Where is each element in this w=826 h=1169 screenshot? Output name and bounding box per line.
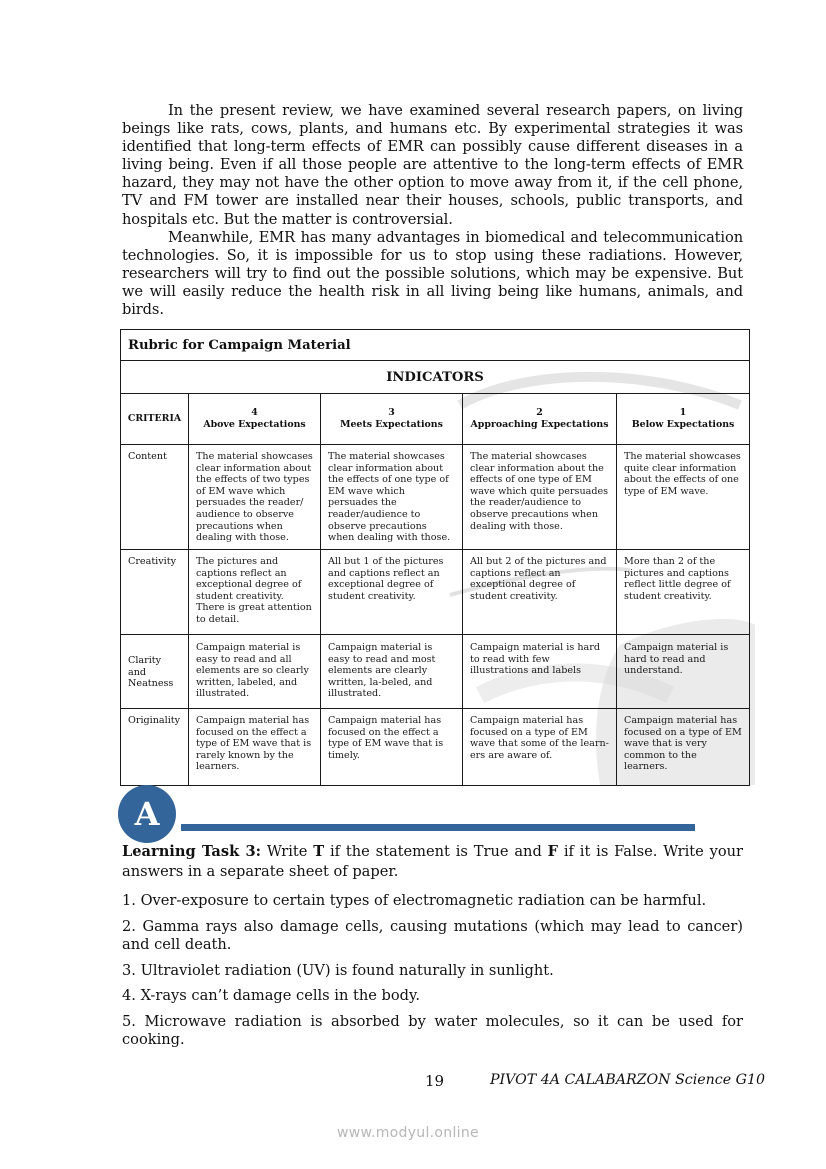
task-label: Learning Task 3:	[122, 843, 262, 860]
statement-list	[122, 892, 743, 1057]
instruction-text: Write	[266, 843, 314, 860]
rubric-title: Rubric for Campaign Material	[121, 330, 750, 361]
level-header	[321, 394, 463, 445]
paragraph-2-text: Meanwhile, EMR has many advantages in biomedical and telecommunication technologies. So, it is impossible for us to stop using these radiations. However, researchers will try to find out the possible solutions, which may be expensive. But we will easily reduce the health risk in all living being like humans, animals, and birds.	[122, 229, 743, 319]
level-label: Below Expectations	[631, 419, 735, 430]
true-marker: T	[313, 843, 325, 860]
instruction-text: if the statement is True and	[324, 843, 548, 860]
descriptor-cell: All but 2 of the pictures and captions reflect an exceptional degree of student creativity.	[463, 550, 617, 635]
descriptor-cell: Campaign material is hard to read with few illustrations and labels	[463, 635, 617, 709]
table-row	[121, 445, 750, 550]
list-item: 3. Ultraviolet radiation (UV) is found naturally in sunlight.	[122, 961, 554, 979]
section-divider-bar	[181, 824, 695, 831]
list-item: 4. X-rays can’t damage cells in the body.	[122, 987, 420, 1004]
descriptor-cell: Campaign material has focused on the effect a type of EM wave that is rarely known by the learners.	[189, 709, 321, 786]
descriptor-cell: The material showcases clear information about the effects of one type of EM wave which persuades the reader/audience to observe precautions when dealing with those.	[321, 445, 463, 550]
table-row	[121, 709, 750, 786]
level-score: 1	[679, 407, 687, 418]
indicators-heading: INDICATORS	[121, 361, 750, 394]
level-header	[189, 394, 321, 445]
level-score: 2	[536, 407, 543, 418]
descriptor-cell: The material showcases quite clear information about the effects of one type of EM wave.	[617, 445, 750, 550]
list-item: 1. Over-exposure to certain types of electromagnetic radiation can be harmful.	[122, 892, 707, 909]
intro-paragraph-2	[122, 229, 743, 319]
level-header	[463, 394, 617, 445]
descriptor-cell: The material showcases clear information about the effects of two types of EM wave which persuades the reader/ audience to observe precautions when dealing with those.	[189, 445, 321, 550]
descriptor-cell: All but 1 of the pictures and captions reflect an exceptional degree of student creativity.	[321, 550, 463, 635]
paragraph-1-text: In the present review, we have examined several research papers, on living beings like rats, cows, plants, and humans etc. By experimental strategies it was identified that long-term effects of EMR can possibly cause different diseases in a living being. Even if all those people are attentive to the long-term effects of EMR hazard, they may not have the other option to move away from it, if the cell phone, TV and FM tower are installed near their houses, schools, public transports, and hospitals etc. But the matter is controversial.	[122, 102, 743, 228]
instruction-text: if it is False. Write your answers in a separate sheet of paper.	[122, 843, 744, 880]
section-a-badge-icon: A	[118, 785, 176, 843]
descriptor-cell: Campaign material has focused on a type of EM wave that some of the learn-ers are aware of.	[463, 709, 617, 786]
level-label: Above Expectations	[203, 419, 306, 430]
table-row	[121, 635, 750, 709]
learning-task-instruction	[122, 842, 743, 882]
descriptor-cell: Campaign material has focused on a type of EM wave that is very common to the learners.	[617, 709, 750, 786]
level-score: 4	[251, 407, 258, 418]
footer-title: PIVOT 4A CALABARZON Science G10	[490, 1072, 766, 1088]
descriptor-cell: The material showcases clear information about the effects of one type of EM wave which quite persuades the reader/audience to observe precautions when dealing with those.	[463, 445, 617, 550]
level-label: Approaching Expectations	[470, 419, 609, 430]
page-number: 19	[425, 1072, 445, 1090]
criterion-cell: Creativity	[121, 550, 189, 635]
table-row	[121, 550, 750, 635]
level-score: 3	[388, 407, 395, 418]
criterion-cell: Originality	[121, 709, 189, 786]
criterion-cell: Clarity and Neatness	[121, 635, 189, 709]
false-marker: F	[547, 843, 559, 860]
descriptor-cell: Campaign material is easy to read and most elements are clearly written, la-beled, and illustrated.	[321, 635, 463, 709]
list-item: 5. Microwave radiation is absorbed by water molecules, so it can be used for cooking.	[122, 1012, 743, 1048]
rubric-table	[120, 329, 750, 786]
criterion-cell: Content	[121, 445, 189, 550]
list-item: 2. Gamma rays also damage cells, causing mutations (which may lead to cancer) and cell death.	[122, 917, 743, 953]
descriptor-cell: The pictures and captions reflect an exceptional degree of student creativity. There is great attention to detail.	[189, 550, 321, 635]
descriptor-cell: Campaign material is easy to read and all elements are so clearly written, labeled, and illustrated.	[189, 635, 321, 709]
level-header	[617, 394, 750, 445]
descriptor-cell: Campaign material has focused on the effect a type of EM wave that is timely.	[321, 709, 463, 786]
criteria-header: CRITERIA	[121, 394, 189, 445]
intro-paragraph-1	[122, 102, 743, 229]
watermark-text: www.modyul.online	[337, 1125, 479, 1141]
descriptor-cell: Campaign material is hard to read and understand.	[617, 635, 750, 709]
descriptor-cell: More than 2 of the pictures and captions reflect little degree of student creativity.	[617, 550, 750, 635]
level-label: Meets Expectations	[340, 419, 443, 430]
